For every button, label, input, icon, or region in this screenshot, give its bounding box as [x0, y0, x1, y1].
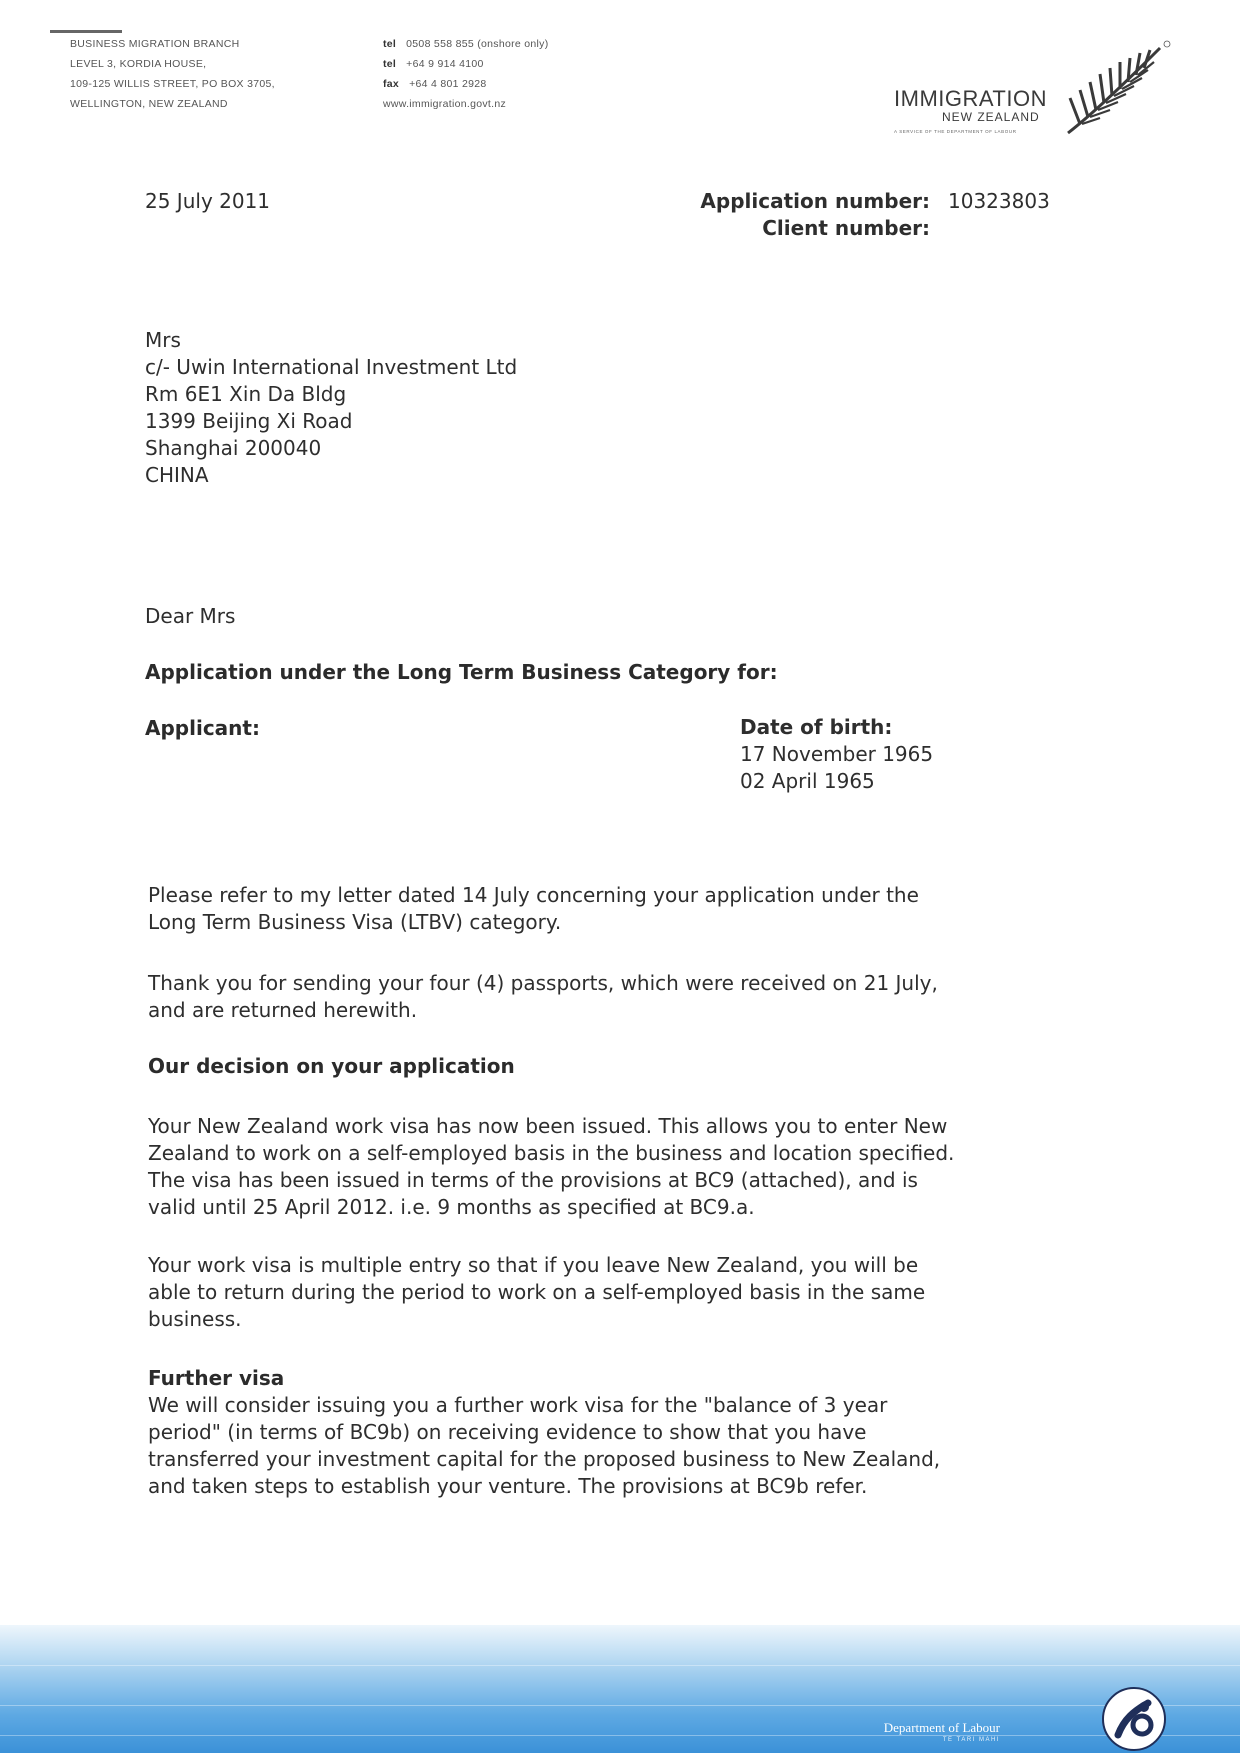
paragraph-line: The visa has been issued in terms of the provisions at BC9 (attached), and is: [148, 1168, 918, 1192]
address-line: 1399 Beijing Xi Road: [145, 409, 353, 433]
dob-label: Date of birth:: [740, 715, 893, 739]
footer-band: [0, 1625, 1240, 1753]
contact-line: www.immigration.govt.nz: [383, 98, 507, 110]
address-line: 109-125 WILLIS STREET, PO BOX 3705,: [70, 78, 275, 90]
letter-date: 25 July 2011: [145, 189, 271, 213]
dob-block: [740, 714, 933, 795]
section-heading-decision: Our decision on your application: [148, 1054, 515, 1078]
paragraph-reference: [148, 882, 1108, 936]
logo-tagline: A SERVICE OF THE DEPARTMENT OF LABOUR: [894, 129, 1017, 134]
contact-block: [383, 34, 549, 114]
recipient-address: [145, 327, 517, 489]
contact-line: tel 0508 558 855 (onshore only): [383, 38, 549, 50]
logo-line1: IMMIGRATION: [894, 86, 1047, 111]
paragraph-line: business.: [148, 1307, 242, 1331]
paragraph-line: and taken steps to establish your venture. The provisions at BC9b refer.: [148, 1474, 868, 1498]
silver-fern-icon: [1060, 38, 1175, 138]
paragraph-line: period" (in terms of BC9b) on receiving evidence to show that you have: [148, 1420, 867, 1444]
address-line: CHINA: [145, 463, 209, 487]
salutation: Dear Mrs: [145, 604, 236, 628]
paragraph-multiple-entry: [148, 1252, 1108, 1333]
immigration-nz-logo: [880, 38, 1180, 148]
paragraph-line: Long Term Business Visa (LTBV) category.: [148, 910, 562, 934]
footer-subtitle: TE TARI MAHI: [942, 1737, 1000, 1743]
branch-address: [70, 34, 275, 114]
department-of-labour-logo-icon: [1100, 1685, 1168, 1753]
address-line: LEVEL 3, KORDIA HOUSE,: [70, 58, 207, 70]
application-number-label: Application number:: [700, 189, 930, 213]
dob-value: 02 April 1965: [740, 769, 875, 793]
paragraph-line: Thank you for sending your four (4) passports, which were received on 21 July,: [148, 971, 938, 995]
paragraph-line: able to return during the period to work on a self-employed basis in the same: [148, 1280, 926, 1304]
address-line: Mrs: [145, 328, 181, 352]
footer-department: Department of Labour: [883, 1720, 1000, 1735]
paragraph-line: Please refer to my letter dated 14 July concerning your application under the: [148, 883, 919, 907]
paragraph-further-visa: [148, 1392, 1108, 1500]
contact-line: fax +64 4 801 2928: [383, 78, 487, 90]
paragraph-line: We will consider issuing you a further work visa for the "balance of 3 year: [148, 1393, 888, 1417]
address-line: c/- Uwin International Investment Ltd: [145, 355, 518, 379]
paragraph-decision: [148, 1113, 1108, 1221]
paragraph-passports: [148, 970, 1108, 1024]
logo-line2: NEW ZEALAND: [942, 110, 1040, 124]
address-line: Rm 6E1 Xin Da Bldg: [145, 382, 347, 406]
paragraph-line: Your New Zealand work visa has now been issued. This allows you to enter New: [148, 1114, 948, 1138]
dob-value: 17 November 1965: [740, 742, 934, 766]
section-heading-further-visa: Further visa: [148, 1366, 285, 1390]
application-number: 10323803: [948, 189, 1050, 213]
address-line: Shanghai 200040: [145, 436, 322, 460]
paragraph-line: Your work visa is multiple entry so that if you leave New Zealand, you will be: [148, 1253, 919, 1277]
paragraph-line: and are returned herewith.: [148, 998, 418, 1022]
paragraph-line: Zealand to work on a self-employed basis in the business and location specified.: [148, 1141, 955, 1165]
address-line: BUSINESS MIGRATION BRANCH: [70, 38, 240, 50]
contact-line: tel +64 9 914 4100: [383, 58, 484, 70]
applicant-label: Applicant:: [145, 716, 260, 740]
client-number-label: Client number:: [762, 216, 930, 240]
paragraph-line: valid until 25 April 2012. i.e. 9 months as specified at BC9.a.: [148, 1195, 755, 1219]
subject-line: Application under the Long Term Business Category for:: [145, 660, 778, 684]
paragraph-line: transferred your investment capital for the proposed business to New Zealand,: [148, 1447, 941, 1471]
header-rule: [50, 30, 122, 33]
address-line: WELLINGTON, NEW ZEALAND: [70, 98, 228, 110]
